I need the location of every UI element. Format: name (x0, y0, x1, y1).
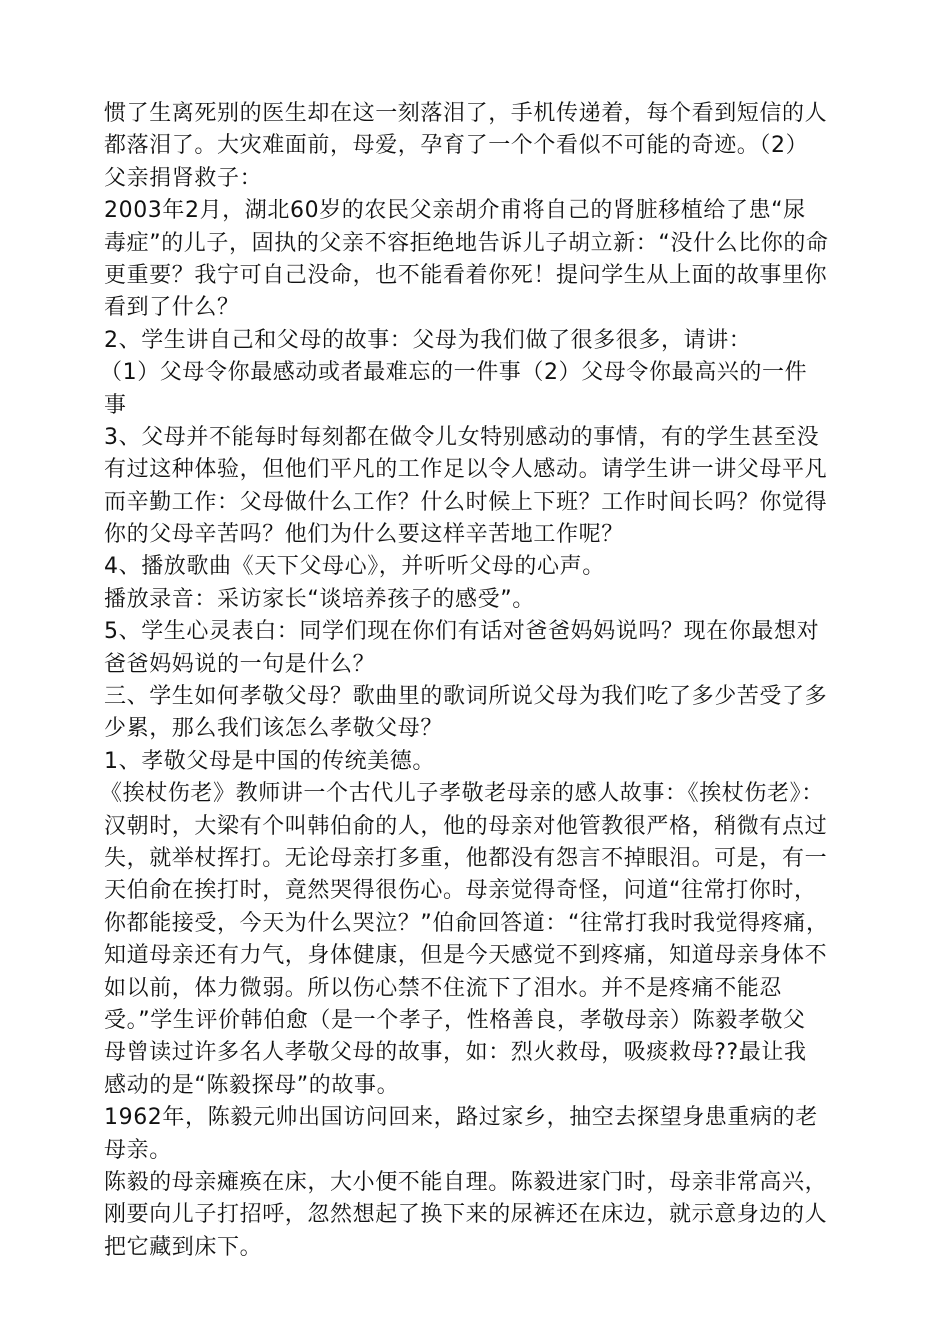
text-line: 播放录音：采访家长“谈培养孩子的感受”。 (104, 586, 535, 612)
text-line: 三、学生如何孝敬父母？歌曲里的歌词所说父母为我们吃了多少苦受了多 (104, 684, 828, 710)
text-line: 更重要？我宁可自己没命，也不能看着你死！提问学生从上面的故事里你 (104, 262, 828, 288)
text-line: 感动的是“陈毅探母”的故事。 (104, 1072, 400, 1098)
text-line: 少累，那么我们该怎么孝敬父母？ (104, 716, 444, 742)
text-line: 你都能接受，今天为什么哭泣？”伯俞回答道：“往常打我时我觉得疼痛， (104, 910, 829, 936)
text-line: 爸爸妈妈说的一句是什么？ (104, 651, 376, 677)
text-line: 你的父母辛苦吗？他们为什么要这样辛苦地工作呢？ (104, 522, 624, 548)
text-line: 2003年2月，湖北60岁的农民父亲胡介甫将自己的肾脏移植给了患“尿 (104, 198, 806, 224)
text-line: 受。”学生评价韩伯愈（是一个孝子，性格善良，孝敬母亲）陈毅孝敬父 (104, 1007, 806, 1033)
document-page (100, 98, 864, 1264)
text-line: 失，就举杖挥打。无论母亲打多重，他都没有怨言不掉眼泪。可是，有一 (104, 845, 828, 871)
text-line: 惯了生离死别的医生却在这一刻落泪了，手机传递着，每个看到短信的人 (104, 101, 828, 126)
text-line: 1、孝敬父母是中国的传统美德。 (104, 748, 435, 774)
text-line: 事 (104, 392, 127, 418)
text-line: （1）父母令你最感动或者最难忘的一件事（2）父母令你最高兴的一件 (100, 360, 808, 386)
text-line: 而辛勤工作：父母做什么工作？什么时候上下班？工作时间长吗？你觉得 (104, 489, 828, 515)
text-line: 把它藏到床下。 (104, 1234, 263, 1260)
text-line: 《挨杖伤老》教师讲一个古代儿子孝敬老母亲的感人故事：《挨杖伤老》： (100, 781, 824, 807)
text-line: 毒症”的儿子，固执的父亲不容拒绝地告诉儿子胡立新：“没什么比你的命 (104, 230, 829, 256)
text-line: 如以前，体力微弱。所以伤心禁不住流下了泪水。并不是疼痛不能忍 (104, 975, 783, 1001)
text-line: 有过这种体验，但他们平凡的工作足以令人感动。请学生讲一讲父母平凡 (104, 457, 828, 483)
text-line: 知道母亲还有力气，身体健康，但是今天感觉不到疼痛，知道母亲身体不 (104, 943, 828, 969)
text-line: 陈毅的母亲瘫痪在床，大小便不能自理。陈毅进家门时，母亲非常高兴， (104, 1169, 828, 1195)
text-line: 看到了什么？ (104, 295, 240, 321)
text-line: 刚要向儿子打招呼，忽然想起了换下来的尿裤还在床边，就示意身边的人 (104, 1202, 828, 1228)
text-line: 天伯俞在挨打时，竟然哭得很伤心。母亲觉得奇怪，问道“往常打你时， (104, 878, 817, 904)
text-line: 1962年，陈毅元帅出国访问回来，路过家乡，抽空去探望身患重病的老 (104, 1105, 818, 1131)
text-line: 5、学生心灵表白：同学们现在你们有话对爸爸妈妈说吗？现在你最想对 (104, 619, 820, 645)
text-line: 母曾读过许多名人孝敬父母的故事，如：烈火救母，吸痰救母??最让我 (104, 1040, 807, 1066)
text-line: 母亲。 (104, 1137, 172, 1163)
text-line: 3、父母并不能每时每刻都在做令儿女特别感动的事情，有的学生甚至没 (104, 424, 820, 450)
text-line: 都落泪了。大灾难面前，母爱，孕育了一个个看似不可能的奇迹。（2） (104, 133, 809, 159)
text-line: 父亲捐肾救子： (104, 165, 263, 191)
text-line: 汉朝时，大梁有个叫韩伯俞的人，他的母亲对他管教很严格，稍微有点过 (104, 813, 828, 839)
text-line: 4、播放歌曲《天下父母心》，并听听父母的心声。 (104, 554, 605, 580)
text-line: 2、学生讲自己和父母的故事：父母为我们做了很多很多，请讲： (104, 327, 752, 353)
